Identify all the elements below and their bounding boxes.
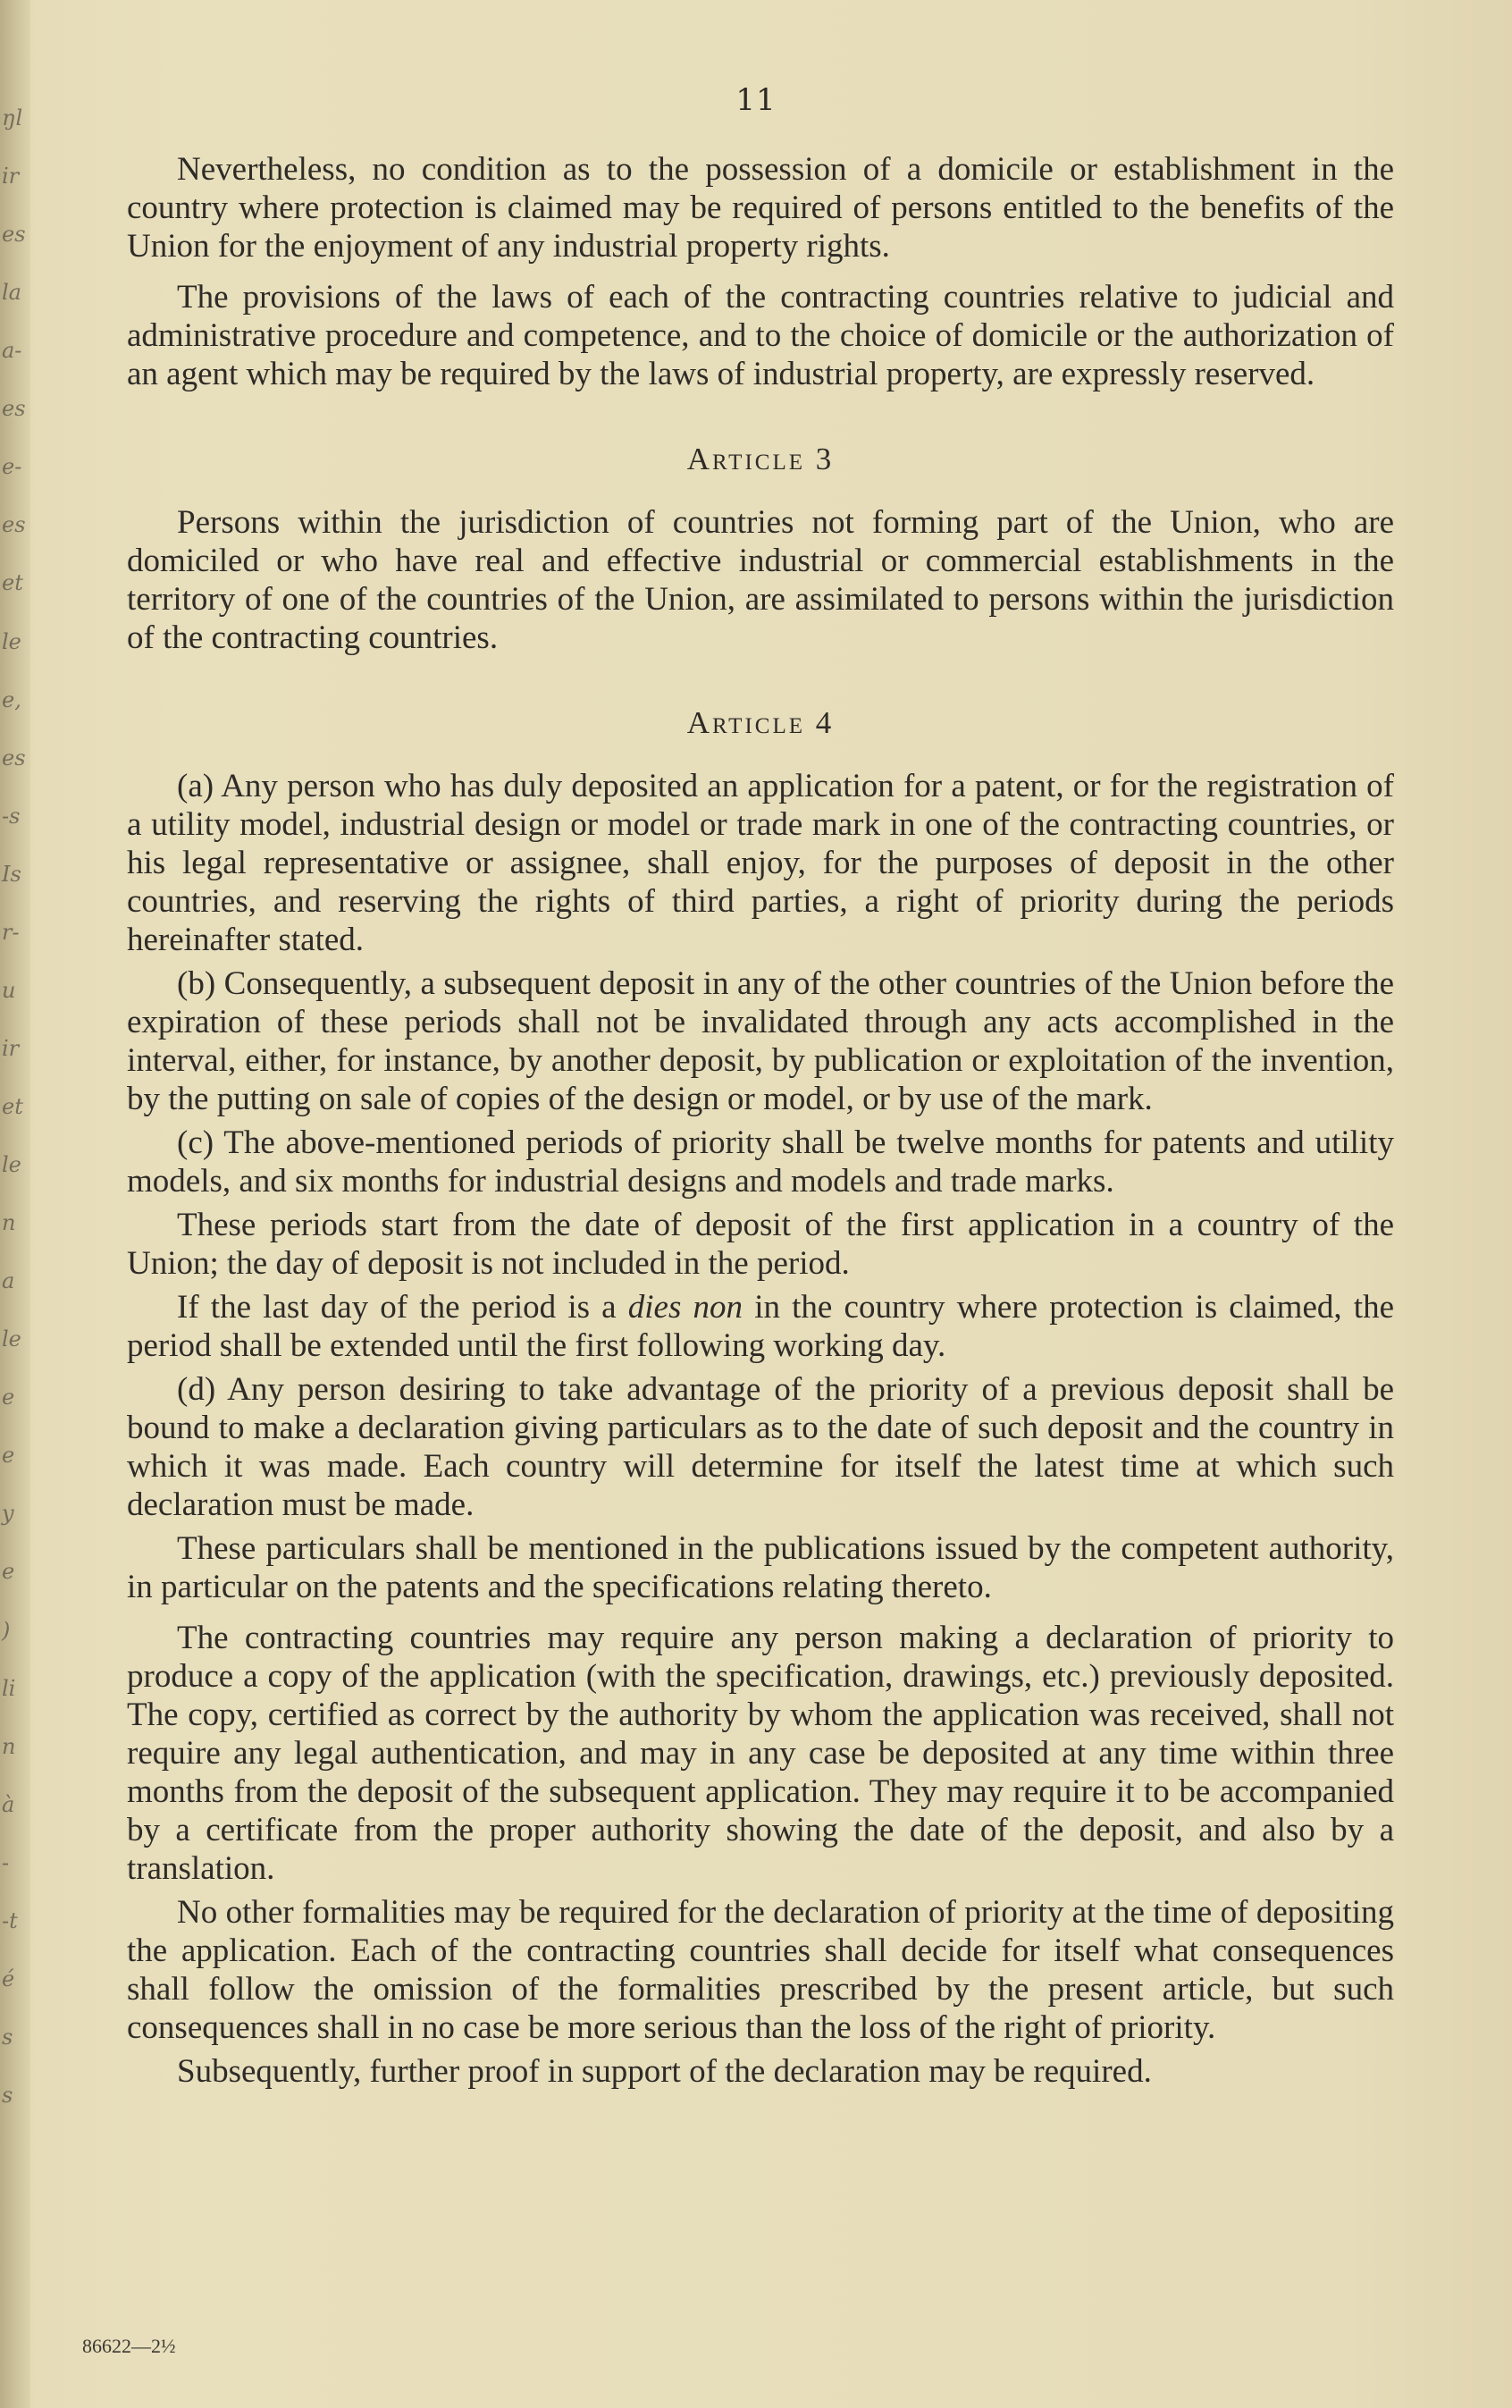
paragraph-dies-non	[127, 1288, 1394, 1365]
dies-non-after: in the country where protection is claimed, the period shall be extended until the first following working day.	[127, 1289, 1394, 1364]
margin-fragment: ŋl	[2, 105, 23, 131]
paragraph-copy-application: The contracting countries may require any person making a declaration of priority to produce a copy of the application (with the specification, drawings, etc.) previously deposited. The copy, certified as correct by the authority by whom the application was received, shall not require any legal authentication, and may in any case be deposited at any time within three months from the deposit of the subsequent application. They may require it to be accompanied by a certificate from the proper authority showing the date of the deposit, and also by a translation.	[127, 1620, 1394, 1887]
margin-fragment: le	[2, 1326, 21, 1351]
margin-fragment: es	[2, 222, 26, 247]
page-body	[127, 150, 1394, 2096]
heading-article-4: Article 4	[686, 705, 835, 740]
margin-fragment: Is	[2, 862, 21, 887]
margin-fragment: et	[2, 570, 23, 595]
margin-fragment: ir	[2, 164, 20, 189]
margin-fragment: à	[2, 1792, 15, 1817]
dies-non-before: If the last day of the period is a	[177, 1289, 628, 1326]
paragraph-4a: (a) Any person who has duly deposited an application for a patent, or for the registration of a utility model, industrial design or model or trade mark in one of the contracting countries, or his legal representative or assignee, shall enjoy, for the purposes of deposit in the other countries, and reserving the rights of third parties, a right of priority during the periods hereinafter stated.	[127, 768, 1394, 958]
margin-fragment: r-	[2, 920, 20, 945]
margin-fragment: )	[2, 1618, 11, 1643]
paragraph-nevertheless: Nevertheless, no condition as to the possession of a domicile or establishment in the country where protection is claimed may be required of persons entitled to the benefits of the Union for the enjoyment of any industrial property rights.	[127, 151, 1394, 265]
paragraph-subsequently: Subsequently, further proof in support of the declaration may be required.	[177, 2053, 1152, 2090]
margin-fragment: et	[2, 1094, 23, 1119]
paragraph-particulars: These particulars shall be mentioned in the publications issued by the competent authority, in particular on the patents and the specifications relating thereto.	[127, 1530, 1394, 1605]
margin-fragment: e-	[2, 454, 22, 479]
paragraph-periods-start: These periods start from the date of deposit of the first application in a country of the Union; the day of deposit is not included in the period.	[127, 1207, 1394, 1282]
margin-fragment: n	[2, 1734, 16, 1759]
margin-fragment: le	[2, 1152, 21, 1177]
margin-fragment: -t	[2, 1908, 18, 1933]
paragraph-4d: (d) Any person desiring to take advantage of the priority of a previous deposit shall be bound to make a declaration giving particulars as to the date of such deposit and the country in which it was made. Each country will determine for itself the latest time at which such declaration must be made.	[127, 1371, 1394, 1523]
heading-article-3: Article 3	[686, 442, 835, 476]
margin-fragment: la	[2, 280, 21, 305]
paragraph-no-other-formalities: No other formalities may be required for the declaration of priority at the time of depositing the application. Each of the contracting countries shall decide for itself what consequences shall follow the omission of the formalities prescribed by the present article, but such consequences shall in no case be more serious than the loss of the right of priority.	[127, 1894, 1394, 2046]
margin-fragment: li	[2, 1676, 16, 1701]
margin-fragment: s	[2, 2083, 13, 2108]
margin-fragment: e,	[2, 687, 21, 712]
page-number: 11	[735, 82, 777, 118]
paragraph-4b: (b) Consequently, a subsequent deposit in any of the other countries of the Union before the expiration of these periods shall not be invalidated through any acts accomplished in the interval, either, for instance, by another deposit, by publication or exploitation of the invention, by the putting on sale of copies of the design or model, or by use of the mark.	[127, 965, 1394, 1117]
margin-fragment: e	[2, 1385, 15, 1410]
margin-fragment: e	[2, 1443, 15, 1468]
margin-fragment: y	[2, 1501, 14, 1526]
margin-fragment: -s	[2, 804, 21, 829]
margin-fragment: s	[2, 2025, 13, 2050]
margin-fragment: e	[2, 1559, 15, 1584]
margin-fragment: le	[2, 629, 21, 654]
paragraph-4c: (c) The above-mentioned periods of priority shall be twelve months for patents and utility models, and six months for industrial designs and models and trade marks.	[127, 1124, 1394, 1200]
margin-fragment: u	[2, 978, 16, 1003]
margin-fragment: a	[2, 1268, 15, 1293]
paragraph-provisions-reserved: The provisions of the laws of each of the contracting countries relative to judicial and administrative procedure and competence, and to the choice of domicile or the authorization of an agent which may be required by the laws of industrial property, are expressly reserved.	[127, 279, 1394, 392]
margin-fragment: a-	[2, 338, 22, 363]
margin-fragment: -	[2, 1850, 10, 1875]
margin-fragment: n	[2, 1210, 16, 1235]
margin-fragment: es	[2, 512, 26, 537]
margin-fragment: é	[2, 1966, 15, 1991]
margin-fragment: es	[2, 745, 26, 770]
margin-fragment: ir	[2, 1036, 20, 1061]
dies-non-italic: dies non	[627, 1289, 743, 1326]
margin-fragment: es	[2, 396, 26, 421]
printer-signature-mark: 86622—2½	[82, 2335, 176, 2357]
paragraph-article-3: Persons within the jurisdiction of countries not forming part of the Union, who are domiciled or who have real and effective industrial or commercial establishments in the territory of one of the countries of the Union, are assimilated to persons within the jurisdiction of the contracting countries.	[127, 504, 1394, 656]
